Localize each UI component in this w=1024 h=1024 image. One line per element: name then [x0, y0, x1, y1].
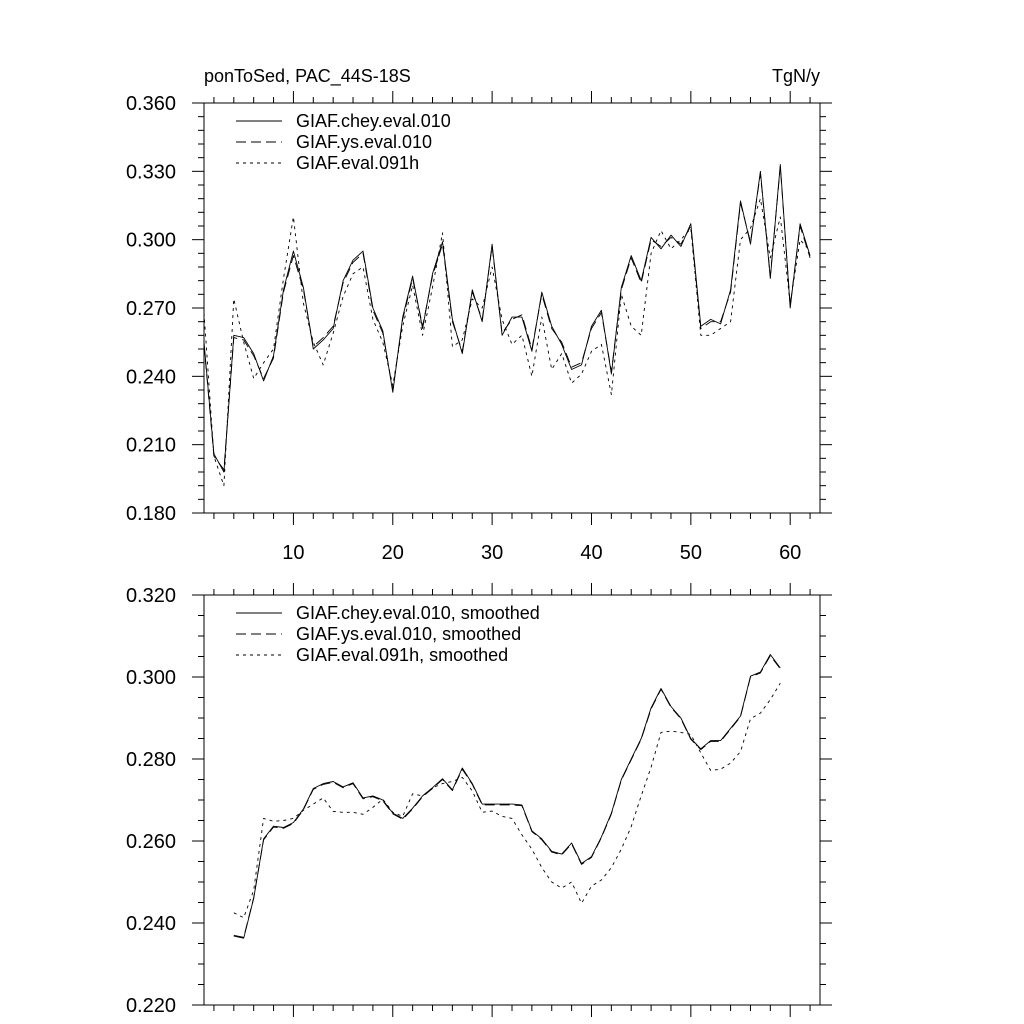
- top-chart-x-tick-label: 50: [679, 542, 702, 564]
- bottom-chart-legend-label: GIAF.eval.091h, smoothed: [296, 645, 509, 665]
- bottom-chart-legend-label: GIAF.ys.eval.010, smoothed: [296, 624, 522, 644]
- top-chart-legend-label: GIAF.ys.eval.010: [296, 132, 433, 152]
- top-chart-y-tick-label: 0.360: [125, 93, 176, 115]
- top-chart-legend-label: GIAF.chey.eval.010: [296, 111, 451, 131]
- top-chart-title-left: ponToSed, PAC_44S-18S: [204, 66, 411, 86]
- bottom-chart-y-tick-label: 0.220: [125, 995, 176, 1017]
- top-chart-title-right: TgN/y: [771, 66, 820, 86]
- bottom-chart-y-tick-label: 0.280: [125, 749, 176, 771]
- top-chart-y-tick-label: 0.180: [125, 503, 176, 525]
- top-chart-x-tick-label: 40: [580, 542, 603, 564]
- top-chart-y-tick-label: 0.210: [125, 434, 176, 457]
- bottom-chart-y-tick-label: 0.260: [125, 831, 176, 853]
- top-chart-x-tick-label: 30: [481, 542, 504, 564]
- bottom-chart-y-tick-label: 0.240: [125, 913, 176, 935]
- bottom-chart-y-tick-label: 0.300: [125, 667, 176, 689]
- top-chart-x-tick-label: 10: [282, 542, 305, 564]
- top-chart-y-tick-label: 0.240: [125, 366, 176, 389]
- top-chart-x-tick-label: 60: [779, 542, 802, 564]
- top-chart-x-tick-label: 20: [381, 542, 404, 564]
- bottom-chart-y-tick-label: 0.320: [125, 585, 176, 607]
- top-chart-legend-label: GIAF.eval.091h: [296, 153, 420, 173]
- top-chart-y-tick-label: 0.270: [125, 298, 176, 320]
- bottom-chart-legend-label: GIAF.chey.eval.010, smoothed: [296, 603, 540, 623]
- top-chart-y-tick-label: 0.330: [125, 161, 176, 184]
- top-chart-y-tick-label: 0.300: [125, 229, 176, 252]
